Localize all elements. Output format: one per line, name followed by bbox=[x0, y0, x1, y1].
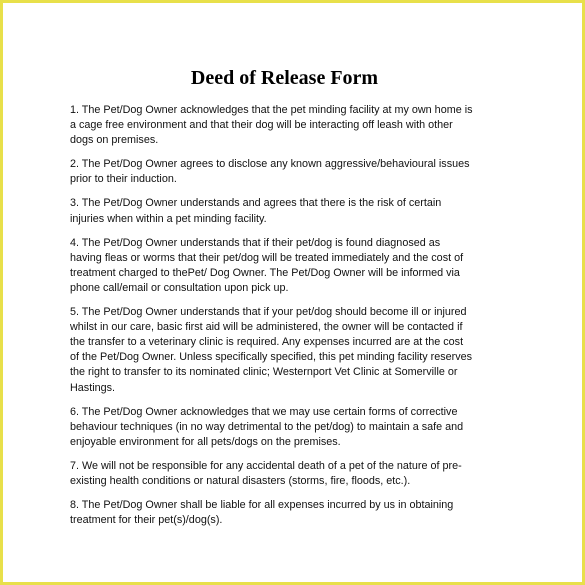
clause-item: 3. The Pet/Dog Owner understands and agrees that there is the risk of certain injuries when within a pet minding facility. bbox=[70, 197, 442, 225]
clause-item: 1. The Pet/Dog Owner acknowledges that the pet minding facility at my own home is a cage free environment and that their dog will be interacting off leash with other dogs on premises. bbox=[70, 104, 473, 147]
clause-item: 6. The Pet/Dog Owner acknowledges that we may use certain forms of corrective behaviour techniques (in no way detrimental to the pet/dog) to maintain a safe and enjoyable environment for all pets/dogs on the premises. bbox=[70, 405, 464, 448]
clause-list bbox=[70, 103, 510, 537]
clause-item: 4. The Pet/Dog Owner understands that if their pet/dog is found diagnosed as having fleas or worms that their pet/dog will be treated immediately and the cost of treatment charged to thePet/ Dog Owner. The Pet/Dog Owner will be informed via phone call/email or consultation upon pick up. bbox=[70, 236, 464, 294]
page-title: Deed of Release Form bbox=[190, 67, 379, 89]
clause-item: 2. The Pet/Dog Owner agrees to disclose any known aggressive/behavioural issues prior to their induction. bbox=[70, 158, 470, 186]
clause-item: 7. We will not be responsible for any accidental death of a pet of the nature of pre- existing health conditions or natural disasters (storms, fire, floods, etc.). bbox=[70, 459, 462, 487]
clause-item: 8. The Pet/Dog Owner shall be liable for all expenses incurred by us in obtaining treatment for their pet(s)/dog(s). bbox=[70, 499, 454, 527]
document-page bbox=[3, 3, 582, 582]
clause-item: 5. The Pet/Dog Owner understands that if your pet/dog should become ill or injured whilst in our care, basic first aid will be administered, the owner will be contacted if the transfer to a veterinary clinic is required. Any expenses incurred are at the cost of the Pet/Dog Owner. Unless specifically specified, this pet minding facility reserves the right to transfer to its nominated clinic; Westernport Vet Clinic at Somerville or Hastings. bbox=[70, 306, 473, 394]
